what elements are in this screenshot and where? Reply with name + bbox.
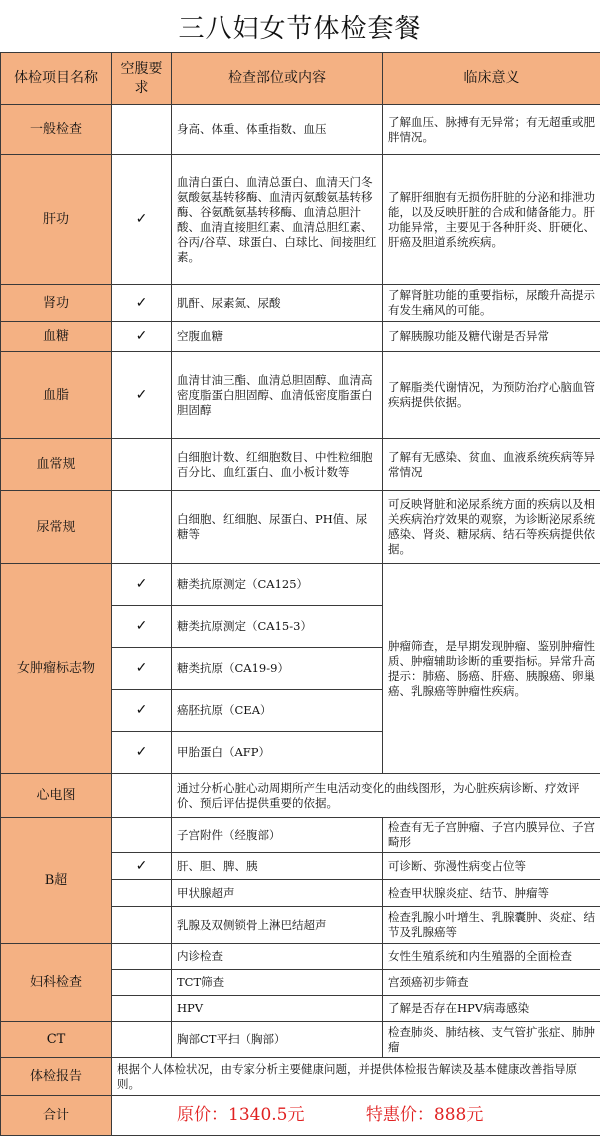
content-cell: 白细胞计数、红细胞数目、中性粒细胞百分比、血红蛋白、血小板计数等 bbox=[172, 439, 383, 491]
fasting-check: ✓ bbox=[112, 648, 172, 690]
table-row bbox=[1, 564, 600, 606]
meaning-cell: 宫颈癌初步筛查 bbox=[383, 970, 600, 996]
fasting-cell bbox=[112, 996, 172, 1022]
fasting-cell bbox=[112, 439, 172, 491]
meaning-cell: 检查肺炎、肺结核、支气管扩张症、肺肿瘤 bbox=[383, 1022, 600, 1058]
special-price: 特惠价：888元 bbox=[366, 1108, 483, 1123]
meaning-cell: 肿瘤筛查，是早期发现肿瘤、鉴别肿瘤性质、肿瘤辅助诊断的重要指标。异常升高提示：肺癌、肠癌、肝癌、胰腺癌、卵巢癌、乳腺癌等肿瘤性疾病。 bbox=[383, 564, 600, 774]
content-cell: 糖类抗原测定（CA15-3） bbox=[172, 606, 383, 648]
table-row bbox=[1, 491, 600, 564]
table-row bbox=[1, 1022, 600, 1058]
fasting-check: ✓ bbox=[112, 732, 172, 774]
fasting-check: ✓ bbox=[112, 606, 172, 648]
meaning-cell: 检查甲状腺炎症、结节、肿瘤等 bbox=[383, 880, 600, 907]
content-cell: 癌胚抗原（CEA） bbox=[172, 690, 383, 732]
content-cell: 血清白蛋白、血清总蛋白、血清天门冬氨酸氨基转移酶、血清丙氨酸氨基转移酶、谷氨酰氨基转移酶、血清总胆汁酸、血清直接胆红素、血清总胆红素、谷丙/谷草、球蛋白、白球比、间接胆红素。 bbox=[172, 155, 383, 285]
meaning-cell: 可反映肾脏和泌尿系统方面的疾病以及相关疾病治疗效果的观察，为诊断泌尿系统感染、肾炎、糖尿病、结石等疾病提供依据。 bbox=[383, 491, 600, 564]
item-urine: 尿常规 bbox=[1, 491, 112, 564]
meaning-cell: 了解血压、脉搏有无异常；有无超重或肥胖情况。 bbox=[383, 105, 600, 155]
page-title: 三八妇女节体检套餐 bbox=[0, 0, 600, 52]
header-fasting: 空腹要求 bbox=[112, 53, 172, 105]
content-cell: 子宫附件（经腹部） bbox=[172, 818, 383, 853]
content-cell: 乳腺及双侧锁骨上淋巴结超声 bbox=[172, 907, 383, 944]
content-cell: 甲状腺超声 bbox=[172, 880, 383, 907]
content-cell: TCT筛查 bbox=[172, 970, 383, 996]
content-cell: 根据个人体检状况，由专家分析主要健康问题，并提供体检报告解读及基本健康改善指导原则。 bbox=[112, 1058, 600, 1096]
meaning-cell: 了解脂类代谢情况，为预防治疗心脑血管疾病提供依据。 bbox=[383, 352, 600, 439]
content-cell: 糖类抗原（CA19-9） bbox=[172, 648, 383, 690]
fasting-check: ✓ bbox=[112, 853, 172, 880]
header-content: 检查部位或内容 bbox=[172, 53, 383, 105]
table-row bbox=[1, 818, 600, 853]
table-row bbox=[1, 322, 600, 352]
item-tumor: 女肿瘤标志物 bbox=[1, 564, 112, 774]
content-cell: 糖类抗原测定（CA125） bbox=[172, 564, 383, 606]
content-cell: 血清甘油三酯、血清总胆固醇、血清高密度脂蛋白胆固醇、血清低密度脂蛋白胆固醇 bbox=[172, 352, 383, 439]
fasting-check: ✓ bbox=[112, 564, 172, 606]
content-cell: 肝、胆、脾、胰 bbox=[172, 853, 383, 880]
meaning-cell: 了解胰腺功能及糖代谢是否异常 bbox=[383, 322, 600, 352]
item-lipid: 血脂 bbox=[1, 352, 112, 439]
total-label: 合计 bbox=[1, 1096, 112, 1136]
fasting-check: ✓ bbox=[112, 155, 172, 285]
content-cell: HPV bbox=[172, 996, 383, 1022]
item-gyn: 妇科检查 bbox=[1, 944, 112, 1022]
item-glucose: 血糖 bbox=[1, 322, 112, 352]
fasting-check: ✓ bbox=[112, 352, 172, 439]
item-kidney: 肾功 bbox=[1, 285, 112, 322]
fasting-cell bbox=[112, 491, 172, 564]
original-price: 原价：1340.5元 bbox=[177, 1108, 304, 1123]
item-blood: 血常规 bbox=[1, 439, 112, 491]
fasting-cell bbox=[112, 774, 172, 818]
content-cell: 空腹血糖 bbox=[172, 322, 383, 352]
table-row bbox=[1, 352, 600, 439]
meaning-cell: 可诊断、弥漫性病变占位等 bbox=[383, 853, 600, 880]
table-row bbox=[1, 155, 600, 285]
table-row bbox=[1, 944, 600, 970]
table-row bbox=[1, 1058, 600, 1096]
item-report: 体检报告 bbox=[1, 1058, 112, 1096]
content-cell: 通过分析心脏心动周期所产生电活动变化的曲线图形，为心脏疾病诊断、疗效评价、预后评估提供重要的依据。 bbox=[172, 774, 600, 818]
table-row bbox=[1, 774, 600, 818]
content-cell: 胸部CT平扫（胸部） bbox=[172, 1022, 383, 1058]
header-item: 体检项目名称 bbox=[1, 53, 112, 105]
content-cell: 白细胞、红细胞、尿蛋白、PH值、尿糖等 bbox=[172, 491, 383, 564]
fasting-check: ✓ bbox=[112, 322, 172, 352]
content-cell: 内诊检查 bbox=[172, 944, 383, 970]
meaning-cell: 检查乳腺小叶增生、乳腺囊肿、炎症、结节及乳腺癌等 bbox=[383, 907, 600, 944]
fasting-cell bbox=[112, 1022, 172, 1058]
content-cell: 身高、体重、体重指数、血压 bbox=[172, 105, 383, 155]
fasting-cell bbox=[112, 970, 172, 996]
content-cell: 肌酐、尿素氮、尿酸 bbox=[172, 285, 383, 322]
fasting-cell bbox=[112, 818, 172, 853]
content-cell: 甲胎蛋白（AFP） bbox=[172, 732, 383, 774]
item-ecg: 心电图 bbox=[1, 774, 112, 818]
item-bus: B超 bbox=[1, 818, 112, 944]
item-general: 一般检查 bbox=[1, 105, 112, 155]
item-ct: CT bbox=[1, 1022, 112, 1058]
fasting-cell bbox=[112, 944, 172, 970]
meaning-cell: 了解肾脏功能的重要指标，尿酸升高提示有发生痛风的可能。 bbox=[383, 285, 600, 322]
fasting-check: ✓ bbox=[112, 690, 172, 732]
price-cell bbox=[112, 1096, 600, 1136]
header-meaning: 临床意义 bbox=[383, 53, 600, 105]
fasting-cell bbox=[112, 907, 172, 944]
item-liver: 肝功 bbox=[1, 155, 112, 285]
table-row bbox=[1, 285, 600, 322]
meaning-cell: 了解是否存在HPV病毒感染 bbox=[383, 996, 600, 1022]
fasting-check: ✓ bbox=[112, 285, 172, 322]
meaning-cell: 了解有无感染、贫血、血液系统疾病等异常情况 bbox=[383, 439, 600, 491]
meaning-cell: 检查有无子宫肿瘤、子宫内膜异位、子宫畸形 bbox=[383, 818, 600, 853]
header-row bbox=[1, 53, 600, 105]
fasting-cell bbox=[112, 105, 172, 155]
checkup-table bbox=[0, 52, 600, 1136]
table-row bbox=[1, 105, 600, 155]
meaning-cell: 了解肝细胞有无损伤肝脏的分泌和排泄功能，以及反映肝脏的合成和储备能力。肝功能异常，主要见于各种肝炎、肝硬化、肝癌及胆道系统疾病。 bbox=[383, 155, 600, 285]
table-row bbox=[1, 439, 600, 491]
fasting-cell bbox=[112, 880, 172, 907]
total-row bbox=[1, 1096, 600, 1136]
meaning-cell: 女性生殖系统和内生殖器的全面检查 bbox=[383, 944, 600, 970]
